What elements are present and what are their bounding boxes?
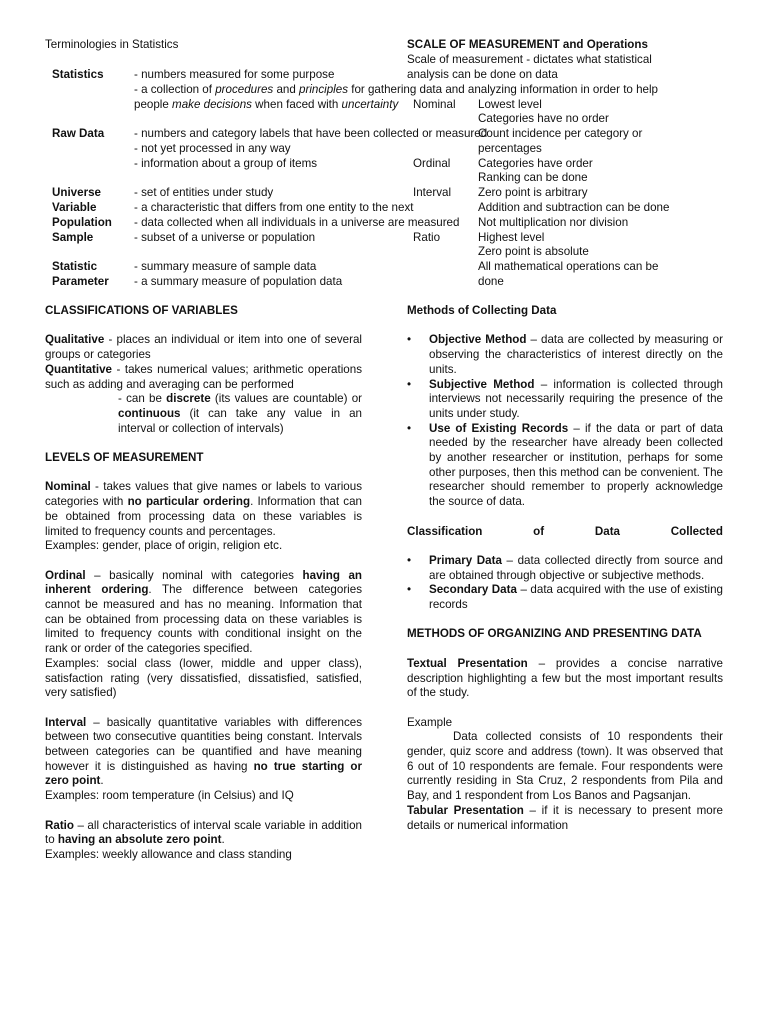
term-statistic-def: - summary measure of sample data (134, 260, 317, 273)
scale-nominal-desc-4: percentages (478, 142, 542, 155)
example-paragraph: Data collected consists of 10 respondents their gender, quiz score and address (town). It was observed that 6 out of 10 respondents are female. Four respondents were currently residing in Sta Cruz, 2 respondents from Pila and Bay, and 1 respondent from Los Banos and Pagsanjan. (407, 730, 723, 803)
levels-heading: LEVELS OF MEASUREMENT (45, 451, 204, 464)
collection-methods-list (407, 333, 723, 509)
term-statistics-def-2: - a collection of procedures and principles for gathering data and analyzing information in order to help (134, 83, 659, 96)
scale-title: SCALE OF MEASUREMENT and Operations (407, 38, 648, 51)
tabular-presentation-paragraph: Tabular Presentation – if it is necessary to present more details or numerical information (407, 803, 724, 832)
term-sample-def: - subset of a universe or population (134, 231, 316, 244)
secondary-data-item: • Secondary Data – data acquired with the use of existing records (407, 583, 723, 612)
classification-heading: Classification of Data Collected (407, 524, 723, 538)
data-classification-list (407, 554, 723, 613)
nominal-paragraph: Nominal - takes values that give names or labels to various categories with no particular ordering. Information that can be obtained from processing data on these variables is limited to frequency counts and percentages. (45, 480, 362, 538)
term-raw-data-def-3: - information about a group of items (134, 157, 318, 170)
qualitative-paragraph: Qualitative - places an individual or item into one of several groups or categories (45, 333, 362, 362)
term-statistics-def-1: - numbers measured for some purpose (134, 68, 335, 81)
existing-records-item: • Use of Existing Records – if the data or part of data needed by the researcher have already been collected by another researcher or institution, perhaps for some other purposes, then this method can be convenient. The researcher should remember to properly acknowledge the source of data. (407, 422, 723, 510)
example-label: Example (407, 715, 453, 729)
methods-collecting-heading: Methods of Collecting Data (407, 304, 557, 317)
organizing-heading: METHODS OF ORGANIZING AND PRESENTING DATA (407, 627, 702, 641)
nominal-examples: Examples: gender, place of origin, religion etc. (45, 539, 283, 553)
term-parameter: Parameter (52, 275, 109, 288)
textual-presentation-paragraph: Textual Presentation – provides a concise narrative description highlighting a few but the most important results of the study. (407, 656, 723, 700)
scale-nominal-desc-1: Lowest level (478, 98, 542, 111)
ratio-paragraph: Ratio – all characteristics of interval scale variable in addition to having an absolute zero point. (45, 818, 362, 847)
term-raw-data-def-1: - numbers and category labels that have been collected or measured (134, 127, 488, 140)
scale-ratio: Ratio (413, 231, 441, 244)
scale-interval-desc-1: Zero point is arbitrary (478, 186, 588, 199)
scale-interval-desc-3: Not multiplication nor division (478, 216, 629, 229)
scale-interval-desc-2: Addition and subtraction can be done (478, 201, 670, 214)
scale-nominal-desc-3: Count incidence per category or (478, 127, 643, 140)
primary-data-item: • Primary Data – data collected directly from source and are obtained through objective or subjective methods. (407, 554, 723, 583)
quantitative-paragraph: Quantitative - takes numerical values; arithmetic operations such as adding and averaging can be performed (45, 362, 362, 391)
scale-nominal: Nominal (413, 98, 456, 111)
term-universe-def: - set of entities under study (134, 186, 274, 199)
terminologies-title: Terminologies in Statistics (45, 38, 179, 51)
scale-interval: Interval (413, 186, 452, 199)
term-raw-data-def-2: - not yet processed in any way (134, 142, 291, 155)
objective-method-item: • Objective Method – data are collected by measuring or observing the characteristics of interest directly on the units. (407, 333, 723, 377)
term-universe: Universe (52, 186, 101, 199)
interval-examples: Examples: room temperature (in Celsius) and IQ (45, 789, 294, 803)
scale-ordinal-desc-2: Ranking can be done (478, 171, 588, 184)
scale-ordinal-desc-1: Categories have order (478, 157, 593, 170)
discrete-continuous-paragraph: - can be discrete (its values are countable) or continuous (it can take any value in an interval or collection of intervals) (118, 392, 362, 435)
scale-ratio-desc-1: Highest level (478, 231, 545, 244)
term-population-def: - data collected when all individuals in a universe are measured (134, 216, 460, 229)
subjective-method-item: • Subjective Method – information is collected through interviews not necessarily requiring the presence of the units under study. (407, 378, 723, 422)
classifications-heading: CLASSIFICATIONS OF VARIABLES (45, 304, 238, 317)
scale-intro-2: analysis can be done on data (407, 68, 558, 81)
term-parameter-def: - a summary measure of population data (134, 275, 343, 288)
scale-nominal-desc-2: Categories have no order (478, 112, 609, 125)
term-population: Population (52, 216, 112, 229)
term-raw-data: Raw Data (52, 127, 105, 140)
ordinal-examples: Examples: social class (lower, middle and upper class), satisfaction rating (very dissatisfied, dissatisfied, satisfied, very satisfied) (45, 656, 362, 700)
scale-ratio-desc-2: Zero point is absolute (478, 245, 589, 258)
term-statistic: Statistic (52, 260, 98, 273)
scale-ordinal: Ordinal (413, 157, 451, 170)
term-sample: Sample (52, 231, 94, 244)
term-statistics-def-3: people make decisions when faced with uncertainty (134, 98, 399, 111)
ratio-examples: Examples: weekly allowance and class standing (45, 847, 292, 861)
term-variable: Variable (52, 201, 97, 214)
interval-paragraph: Interval – basically quantitative variables with differences between two consecutive quantities being constant. Intervals between categories can be quantified and have meaning however it is distinguished as having no true starting or zero point. (45, 715, 362, 788)
scale-ratio-desc-3: All mathematical operations can be (478, 260, 659, 273)
ordinal-paragraph: Ordinal – basically nominal with categories having an inherent ordering. The difference between categories cannot be measured and has no meaning. Information that can be obtained from processing data on these variables is limited to frequency counts with conditional insight on the rank or order of the categories specified. (45, 568, 362, 656)
left-column (45, 304, 362, 863)
right-column (407, 304, 723, 833)
term-variable-def: - a characteristic that differs from one entity to the next (134, 201, 414, 214)
term-statistics: Statistics (52, 68, 104, 81)
scale-ratio-desc-4: done (478, 275, 504, 288)
scale-intro-1: Scale of measurement - dictates what statistical (407, 53, 652, 66)
